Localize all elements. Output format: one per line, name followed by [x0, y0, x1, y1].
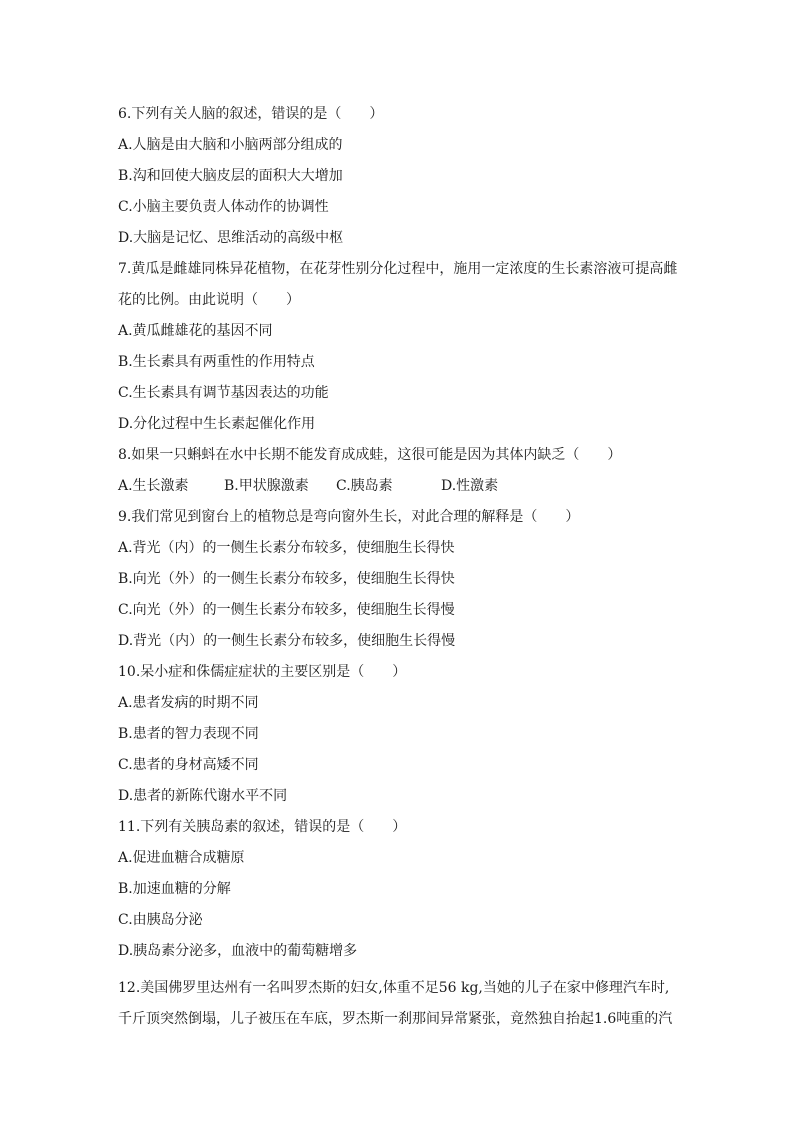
question-12-stem-line2: 千斤顶突然倒塌，儿子被压在车底，罗杰斯一刹那间异常紧张，竟然独自抬起1.6吨重的汽	[118, 1011, 673, 1027]
question-11-option-b: B.加速血糖的分解	[118, 881, 231, 897]
question-11-stem: 11.下列有关胰岛素的叙述，错误的是（ ）	[118, 819, 407, 835]
question-7-stem-line1: 7.黄瓜是雌雄同株异花植物，在花芽性别分化过程中，施用一定浓度的生长素溶液可提高雌	[118, 261, 678, 277]
question-11-option-c: C.由胰岛分泌	[118, 912, 203, 928]
question-9-stem: 9.我们常见到窗台上的植物总是弯向窗外生长，对此合理的解释是（ ）	[118, 509, 580, 525]
question-9-option-d: D.背光（内）的一侧生长素分布较多，使细胞生长得慢	[118, 633, 456, 649]
question-10-option-a: A.患者发病的时期不同	[118, 695, 259, 711]
question-6-option-c: C.小脑主要负责人体动作的协调性	[118, 199, 329, 215]
question-6-option-a: A.人脑是由大脑和小脑两部分组成的	[118, 137, 343, 153]
question-7-stem-line2: 花的比例。由此说明（ ）	[118, 292, 300, 308]
question-8-stem: 8.如果一只蝌蚪在水中长期不能发育成成蛙，这很可能是因为其体内缺乏（ ）	[118, 447, 622, 463]
question-6-option-d: D.大脑是记忆、思维活动的高级中枢	[118, 230, 344, 246]
question-9-option-a: A.背光（内）的一侧生长素分布较多，使细胞生长得快	[118, 540, 455, 556]
question-6-stem: 6.下列有关人脑的叙述，错误的是（ ）	[118, 106, 384, 122]
question-10-option-c: C.患者的身材高矮不同	[118, 757, 259, 773]
question-12-stem-line1: 12.美国佛罗里达州有一名叫罗杰斯的妇女,体重不足56 kg,当她的儿子在家中修理汽车时,	[118, 980, 670, 996]
question-7-option-b: B.生长素具有两重性的作用特点	[118, 354, 315, 370]
question-7-option-c: C.生长素具有调节基因表达的功能	[118, 385, 329, 401]
question-9-option-b: B.向光（外）的一侧生长素分布较多，使细胞生长得快	[118, 571, 455, 587]
question-8-options-row	[118, 476, 718, 496]
question-8-option-d: D.性激素	[441, 478, 499, 494]
question-6-option-b: B.沟和回使大脑皮层的面积大大增加	[118, 168, 343, 184]
question-7-option-a: A.黄瓜雌雄花的基因不同	[118, 323, 273, 339]
question-7-option-d: D.分化过程中生长素起催化作用	[118, 416, 316, 432]
question-10-stem: 10.呆小症和侏儒症症状的主要区别是（ ）	[118, 664, 407, 680]
question-11-option-d: D.胰岛素分泌多，血液中的葡萄糖增多	[118, 943, 358, 959]
question-10-option-d: D.患者的新陈代谢水平不同	[118, 788, 288, 804]
question-8-option-c: C.胰岛素	[336, 478, 393, 494]
question-9-option-c: C.向光（外）的一侧生长素分布较多，使细胞生长得慢	[118, 602, 455, 618]
question-11-option-a: A.促进血糖合成糖原	[118, 850, 245, 866]
question-8-option-b: B.甲状腺激素	[224, 478, 309, 494]
question-10-option-b: B.患者的智力表现不同	[118, 726, 259, 742]
question-8-option-a: A.生长激素	[118, 478, 189, 494]
